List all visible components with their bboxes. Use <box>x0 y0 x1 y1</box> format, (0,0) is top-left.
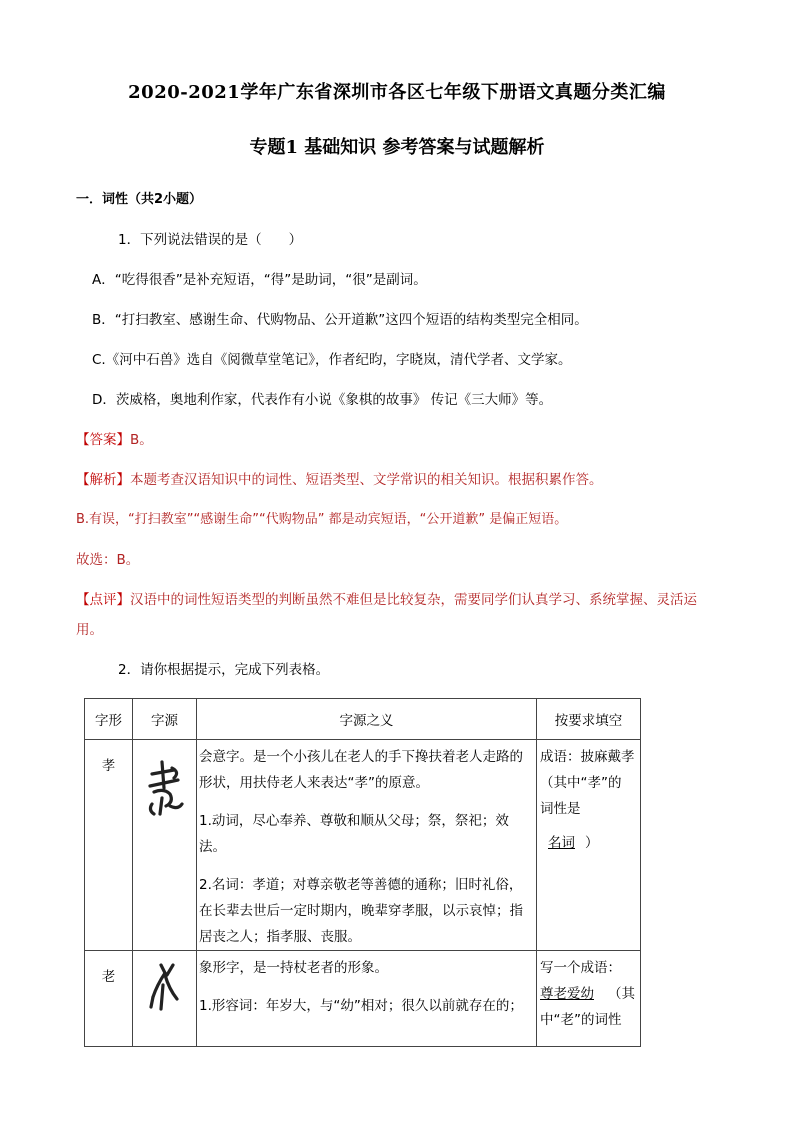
fill-cell-lao <box>537 951 641 1047</box>
table-header: 字源 <box>133 699 197 740</box>
analysis-tag: 【解析】 <box>76 472 130 488</box>
fill-lao-line3: 中“老”的词性 <box>540 1012 622 1028</box>
comment-line-2: 用。 <box>76 622 103 638</box>
document-subtitle: 专题1 基础知识 参考答案与试题解析 <box>249 137 545 158</box>
answer-text: B。 <box>130 432 153 448</box>
question-2-stem: 2．请你根据提示，完成下列表格。 <box>118 662 330 678</box>
option-a: A．“吃得很香”是补充短语，“得”是助词，“很”是副词。 <box>92 272 427 288</box>
table-header: 按要求填空 <box>537 699 641 740</box>
comment-tag: 【点评】 <box>76 592 130 608</box>
meaning-xiao-verb: 1.动词，尽心奉养、尊敬和顺从父母；祭，祭祀；效法。 <box>199 813 509 855</box>
option-c: C.《河中石兽》选自《阅微草堂笔记》，作者纪昀，字晓岚，清代学者、文学家。 <box>92 352 572 368</box>
fill-xiao-line1: 成语：披麻戴孝 <box>540 749 635 765</box>
meaning-lao-adj: 1.形容词：年岁大，与“幼”相对；很久以前就存在的； <box>199 998 523 1014</box>
table-row <box>85 951 641 1047</box>
answer-line <box>76 428 153 448</box>
seal-script-lao-image <box>147 961 183 1013</box>
option-d: D．茨威格，奥地利作家，代表作有小说《象棋的故事》 传记《三大师》等。 <box>92 392 553 408</box>
section-heading: 一．词性（共2小题） <box>76 192 203 207</box>
document-title: 2020-2021学年广东省深圳市各区七年级下册语文真题分类汇编 <box>128 82 666 103</box>
char-xiao: 孝 <box>85 740 133 951</box>
meaning-cell-lao <box>197 951 537 1047</box>
seal-cell <box>133 740 197 951</box>
seal-script-xiao-image <box>144 758 186 818</box>
analysis-detail: B.有误，“打扫教室”“感谢生命”“代购物品” 都是动宾短语，“公开道歉” 是偏正短语。 <box>76 512 568 527</box>
fill-lao-line2 <box>540 981 638 1007</box>
fill-xiao-answer-line <box>540 830 638 856</box>
fill-xiao-line3: 词性是 <box>540 801 581 817</box>
fill-lao-line2-rest: （其 <box>608 986 635 1002</box>
table-row <box>85 740 641 951</box>
analysis-line <box>76 468 603 488</box>
fill-xiao-line2: （其中“孝”的 <box>540 775 622 791</box>
table-header: 字源之义 <box>197 699 537 740</box>
fill-xiao-close: ） <box>585 835 599 851</box>
meaning-cell-xiao <box>197 740 537 951</box>
comment-line-1 <box>76 588 697 608</box>
comment-text: 汉语中的词性短语类型的判断虽然不难但是比较复杂，需要同学们认真学习、系统掌握、灵活运 <box>130 592 697 608</box>
answer-tag: 【答案】 <box>76 432 130 448</box>
char-lao: 老 <box>85 951 133 1047</box>
table-header: 字形 <box>85 699 133 740</box>
option-b: B．“打扫教室、感谢生命、代购物品、公开道歉”这四个短语的结构类型完全相同。 <box>92 312 588 328</box>
fill-xiao-answer: 名词 <box>548 835 575 851</box>
fill-lao-answer: 尊老爱幼 <box>540 986 594 1002</box>
meaning-lao-intro: 象形字，是一持杖老者的形象。 <box>199 960 388 976</box>
choice-line: 故选：B。 <box>76 552 140 568</box>
meaning-xiao-intro: 会意字。是一个小孩儿在老人的手下搀扶着老人走路的形状，用扶侍老人来表达“孝”的原意。 <box>199 749 523 791</box>
question-1-stem: 1．下列说法错误的是（ ） <box>118 232 303 248</box>
fill-cell-xiao <box>537 740 641 951</box>
analysis-text: 本题考查汉语知识中的词性、短语类型、文学常识的相关知识。根据积累作答。 <box>130 472 603 488</box>
meaning-xiao-noun: 2.名词：孝道；对尊亲敬老等善德的通称；旧时礼俗，在长辈去世后一定时期内，晚辈穿孝服，以示哀悼；指居丧之人；指孝服、丧服。 <box>199 877 523 945</box>
table-header-row <box>85 699 641 740</box>
seal-cell <box>133 951 197 1047</box>
fill-lao-line1: 写一个成语： <box>540 960 621 976</box>
character-table <box>84 698 641 1047</box>
